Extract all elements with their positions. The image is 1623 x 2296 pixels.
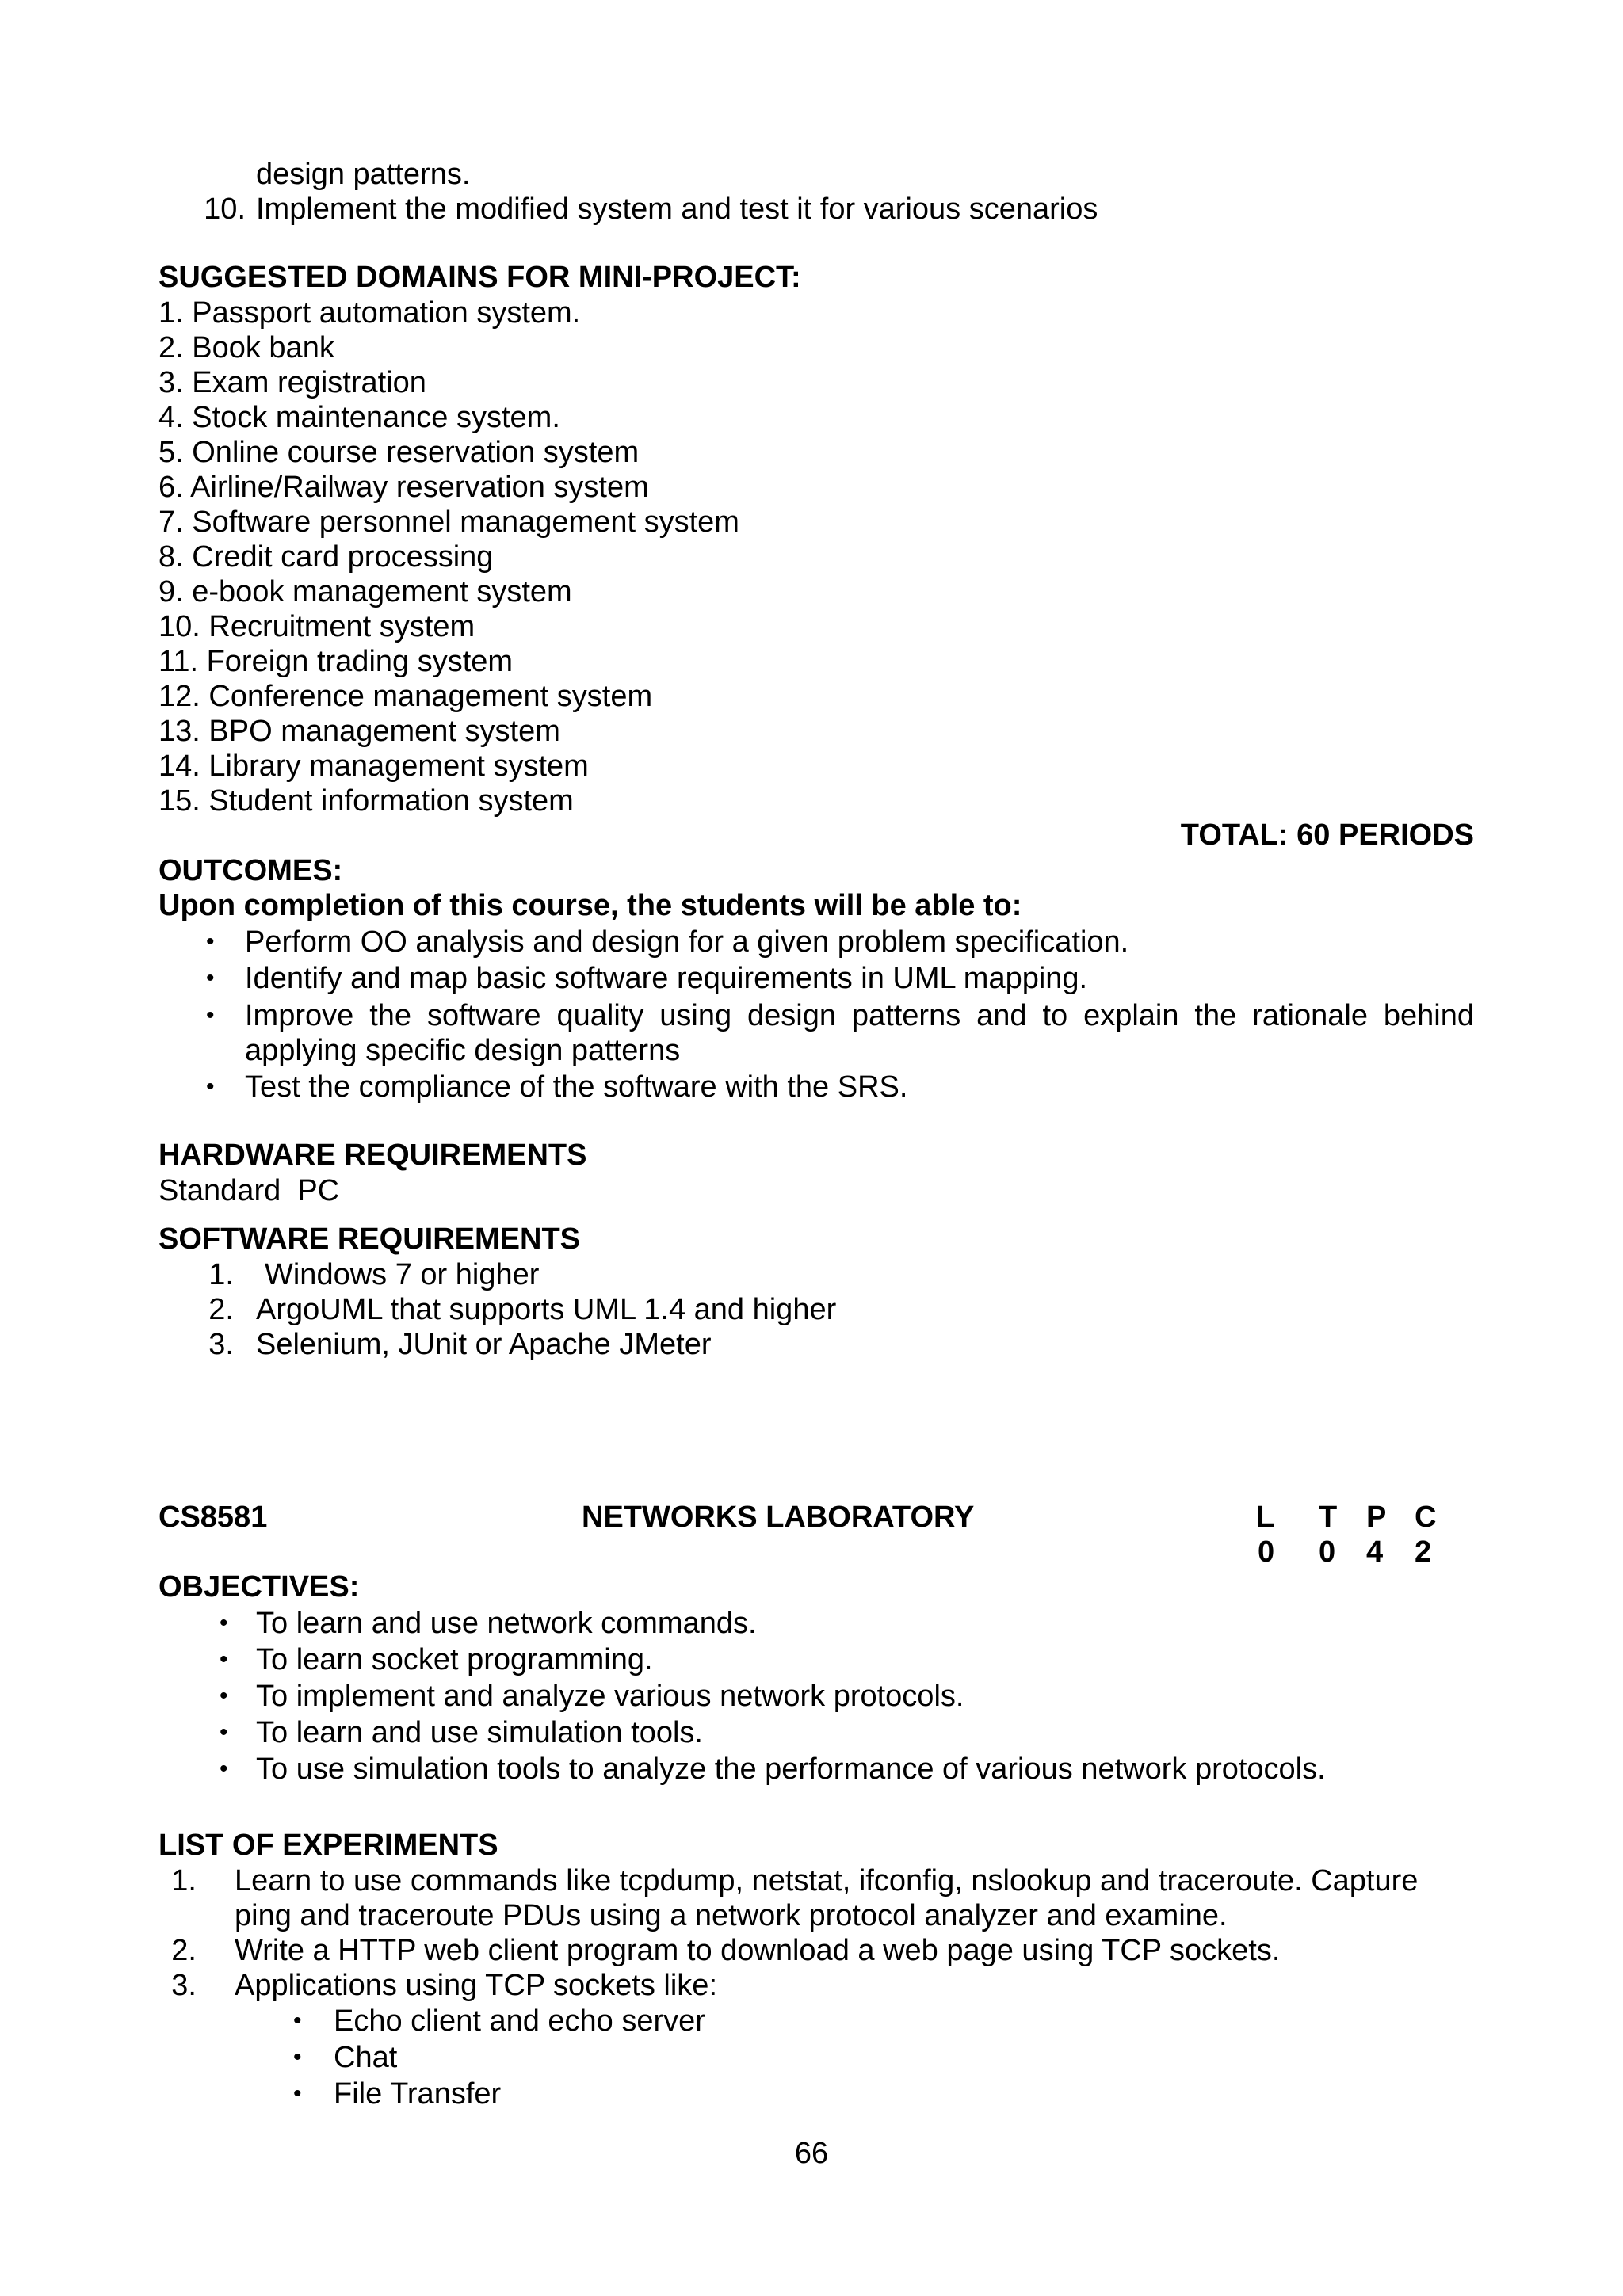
objective-item: To implement and analyze various network protocols. <box>256 1680 964 1713</box>
list-item: 9. e-book management system <box>158 575 572 608</box>
bullet-icon: • <box>206 1074 215 1100</box>
ltpc-label: P <box>1366 1501 1387 1534</box>
section-heading-outcomes: OUTCOMES: <box>158 854 343 887</box>
objective-item: To learn socket programming. <box>256 1643 653 1676</box>
continuation-line: design patterns. <box>256 158 471 191</box>
list-item-number: 2. <box>171 1934 197 1967</box>
objective-item: To use simulation tools to analyze the performance of various network protocols. <box>256 1753 1326 1786</box>
course-title: NETWORKS LABORATORY <box>582 1501 975 1534</box>
list-item: 2. Book bank <box>158 331 334 364</box>
list-item: 7. Software personnel management system <box>158 505 739 539</box>
bullet-icon: • <box>293 2081 302 2107</box>
bullet-icon: • <box>220 1683 228 1709</box>
list-item: 5. Online course reservation system <box>158 436 640 469</box>
total-periods: TOTAL: 60 PERIODS <box>1180 818 1474 852</box>
list-item-number: 3. <box>208 1328 234 1361</box>
software-item: Selenium, JUnit or Apache JMeter <box>256 1328 712 1361</box>
list-item: 6. Airline/Railway reservation system <box>158 471 649 504</box>
course-code: CS8581 <box>158 1501 268 1534</box>
section-heading-hardware: HARDWARE REQUIREMENTS <box>158 1138 587 1172</box>
list-item: 13. BPO management system <box>158 715 560 748</box>
sub-item: File Transfer <box>334 2077 502 2111</box>
bullet-icon: • <box>220 1610 228 1636</box>
outcomes-intro: Upon completion of this course, the students will be able to: <box>158 889 1022 922</box>
list-item: 11. Foreign trading system <box>158 645 514 678</box>
list-item-number: 10. <box>204 193 246 226</box>
list-item: 1. Passport automation system. <box>158 296 581 330</box>
ltpc-value: 0 <box>1258 1535 1275 1569</box>
section-heading-software: SOFTWARE REQUIREMENTS <box>158 1222 581 1256</box>
section-heading-experiments: LIST OF EXPERIMENTS <box>158 1829 498 1862</box>
sub-item: Echo client and echo server <box>334 2004 705 2038</box>
experiment-item: Learn to use commands like tcpdump, netstat, ifconfig, nslookup and traceroute. Capture <box>235 1864 1419 1897</box>
hardware-value: Standard PC <box>158 1174 340 1207</box>
section-heading-domains: SUGGESTED DOMAINS FOR MINI-PROJECT: <box>158 261 801 294</box>
experiment-item-continuation: ping and traceroute PDUs using a network protocol analyzer and examine. <box>235 1899 1228 1932</box>
bullet-icon: • <box>293 2008 302 2034</box>
objective-item: To learn and use simulation tools. <box>256 1716 703 1749</box>
ltpc-label: T <box>1319 1501 1338 1534</box>
sub-item: Chat <box>334 2041 398 2074</box>
list-item: 14. Library management system <box>158 749 589 783</box>
list-item-text: Implement the modified system and test it for various scenarios <box>256 193 1098 226</box>
outcome-item: Identify and map basic software requirements in UML mapping. <box>245 962 1088 995</box>
list-item: 8. Credit card processing <box>158 540 494 574</box>
list-item-number: 3. <box>171 1969 197 2002</box>
outcome-item: Improve the software quality using design patterns and to explain the rationale behind <box>245 999 1474 1032</box>
ltpc-label: L <box>1256 1501 1275 1534</box>
software-item: Windows 7 or higher <box>265 1258 540 1291</box>
list-item: 12. Conference management system <box>158 680 653 713</box>
software-item: ArgoUML that supports UML 1.4 and higher <box>256 1293 837 1326</box>
bullet-icon: • <box>206 929 215 955</box>
bullet-icon: • <box>220 1756 228 1782</box>
list-item: 4. Stock maintenance system. <box>158 401 560 434</box>
outcome-item: Test the compliance of the software with the SRS. <box>245 1070 908 1104</box>
outcome-item: Perform OO analysis and design for a given problem specification. <box>245 925 1129 959</box>
objective-item: To learn and use network commands. <box>256 1607 757 1640</box>
page-number: 66 <box>794 2137 829 2170</box>
experiment-item: Write a HTTP web client program to download a web page using TCP sockets. <box>235 1934 1281 1967</box>
ltpc-value: 2 <box>1415 1535 1432 1569</box>
ltpc-value: 4 <box>1366 1535 1384 1569</box>
bullet-icon: • <box>220 1646 228 1672</box>
bullet-icon: • <box>206 1002 215 1028</box>
bullet-icon: • <box>293 2044 302 2070</box>
list-item-number: 1. <box>208 1258 234 1291</box>
section-heading-objectives: OBJECTIVES: <box>158 1570 360 1604</box>
bullet-icon: • <box>220 1719 228 1745</box>
experiment-item: Applications using TCP sockets like: <box>235 1969 718 2002</box>
bullet-icon: • <box>206 965 215 991</box>
ltpc-label: C <box>1415 1501 1437 1534</box>
list-item-number: 2. <box>208 1293 234 1326</box>
list-item: 15. Student information system <box>158 784 574 818</box>
list-item-number: 1. <box>171 1864 197 1897</box>
ltpc-value: 0 <box>1319 1535 1336 1569</box>
list-item: 3. Exam registration <box>158 366 426 399</box>
list-item: 10. Recruitment system <box>158 610 475 643</box>
outcome-item-continuation: applying specific design patterns <box>245 1034 681 1067</box>
